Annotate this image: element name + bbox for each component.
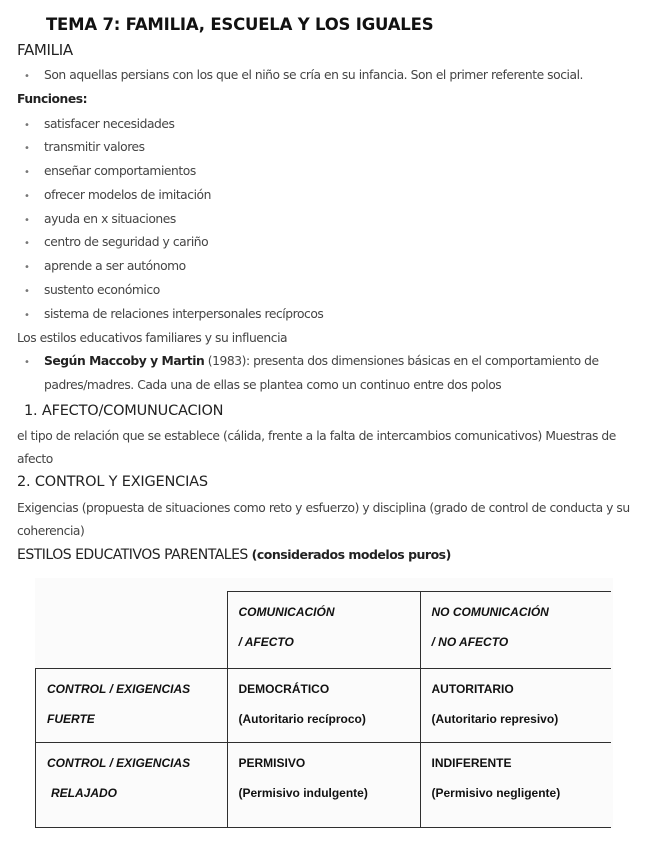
estilos-table-image <box>35 578 613 828</box>
bullet-icon: • <box>24 262 30 273</box>
table-cell: DEMOCRÁTICO (Autoritario recíproco) <box>227 669 420 743</box>
page-title: TEMA 7: FAMILIA, ESCUELA Y LOS IGUALES <box>46 15 434 34</box>
dimension-afecto-line1: el tipo de relación que se establece (cálida, frente a la falta de intercambios comunicativos) Muestras de <box>17 429 616 443</box>
dimension-control-line1: Exigencias (propuesta de situaciones como reto y esfuerzo) y disciplina (grado de control de conducta y su <box>17 501 630 515</box>
list-item: • enseñar comportamientos <box>24 164 196 178</box>
table-row-header: CONTROL / EXIGENCIAS FUERTE <box>36 669 228 743</box>
table-cell: PERMISIVO (Permisivo indulgente) <box>227 743 420 828</box>
list-item: • aprende a ser autónomo <box>24 259 186 273</box>
maccoby-line1: (1983): presenta dos dimensiones básicas en el comportamiento de <box>204 354 599 368</box>
table-row <box>36 669 611 743</box>
table-row-header: CONTROL / EXIGENCIAS RELAJADO <box>36 743 228 828</box>
dimension-control-line2: coherencia) <box>17 524 85 538</box>
estilos-table <box>35 591 611 828</box>
bullet-icon: • <box>24 191 30 202</box>
estilos-intro: Los estilos educativos familiares y su influencia <box>17 331 288 345</box>
list-item: • ayuda en x situaciones <box>24 212 176 226</box>
maccoby-line2: padres/madres. Cada una de ellas se plantea como un continuo entre dos polos <box>44 378 502 392</box>
bullet-icon: • <box>24 167 30 178</box>
list-item: • ofrecer modelos de imitación <box>24 188 211 202</box>
bullet-icon: • <box>24 71 30 82</box>
dimension-heading-control: 2. CONTROL Y EXIGENCIAS <box>17 474 208 490</box>
table-col-header: NO COMUNICACIÓN / NO AFECTO <box>420 592 611 669</box>
bullet-icon: • <box>24 238 30 249</box>
familia-definition-text: Son aquellas persians con los que el niño se cría en su infancia. Son el primer referente social. <box>44 68 583 82</box>
bullet-icon: • <box>24 357 30 368</box>
dimension-heading-afecto: 1. AFECTO/COMUNUCACION <box>24 403 224 419</box>
list-item: • satisfacer necesidades <box>24 117 175 131</box>
maccoby-paragraph <box>24 354 599 368</box>
table-corner-cell <box>36 592 228 669</box>
bullet-icon: • <box>24 286 30 297</box>
estilos-heading <box>17 547 451 563</box>
maccoby-author: Según Maccoby y Martin <box>44 354 205 368</box>
section-heading-familia: FAMILIA <box>17 41 73 59</box>
list-item: • transmitir valores <box>24 140 145 154</box>
table-cell: INDIFERENTE (Permisivo negligente) <box>420 743 611 828</box>
list-item: • sistema de relaciones interpersonales recíprocos <box>24 307 324 321</box>
bullet-icon: • <box>24 120 30 131</box>
list-item: • centro de seguridad y cariño <box>24 235 209 249</box>
bullet-icon: • <box>24 143 30 154</box>
table-col-header: COMUNICACIÓN / AFECTO <box>227 592 420 669</box>
funciones-heading: Funciones: <box>17 92 88 106</box>
bullet-icon: • <box>24 215 30 226</box>
dimension-afecto-line2: afecto <box>17 452 53 466</box>
list-item: • sustento económico <box>24 283 160 297</box>
estilos-heading-text: ESTILOS EDUCATIVOS PARENTALES <box>17 547 248 563</box>
bullet-icon: • <box>24 310 30 321</box>
estilos-heading-note: (considerados modelos puros) <box>247 547 451 562</box>
familia-definition <box>24 68 583 82</box>
table-row <box>36 743 611 828</box>
table-cell: AUTORITARIO (Autoritario represivo) <box>420 669 611 743</box>
table-header-row <box>36 592 611 669</box>
